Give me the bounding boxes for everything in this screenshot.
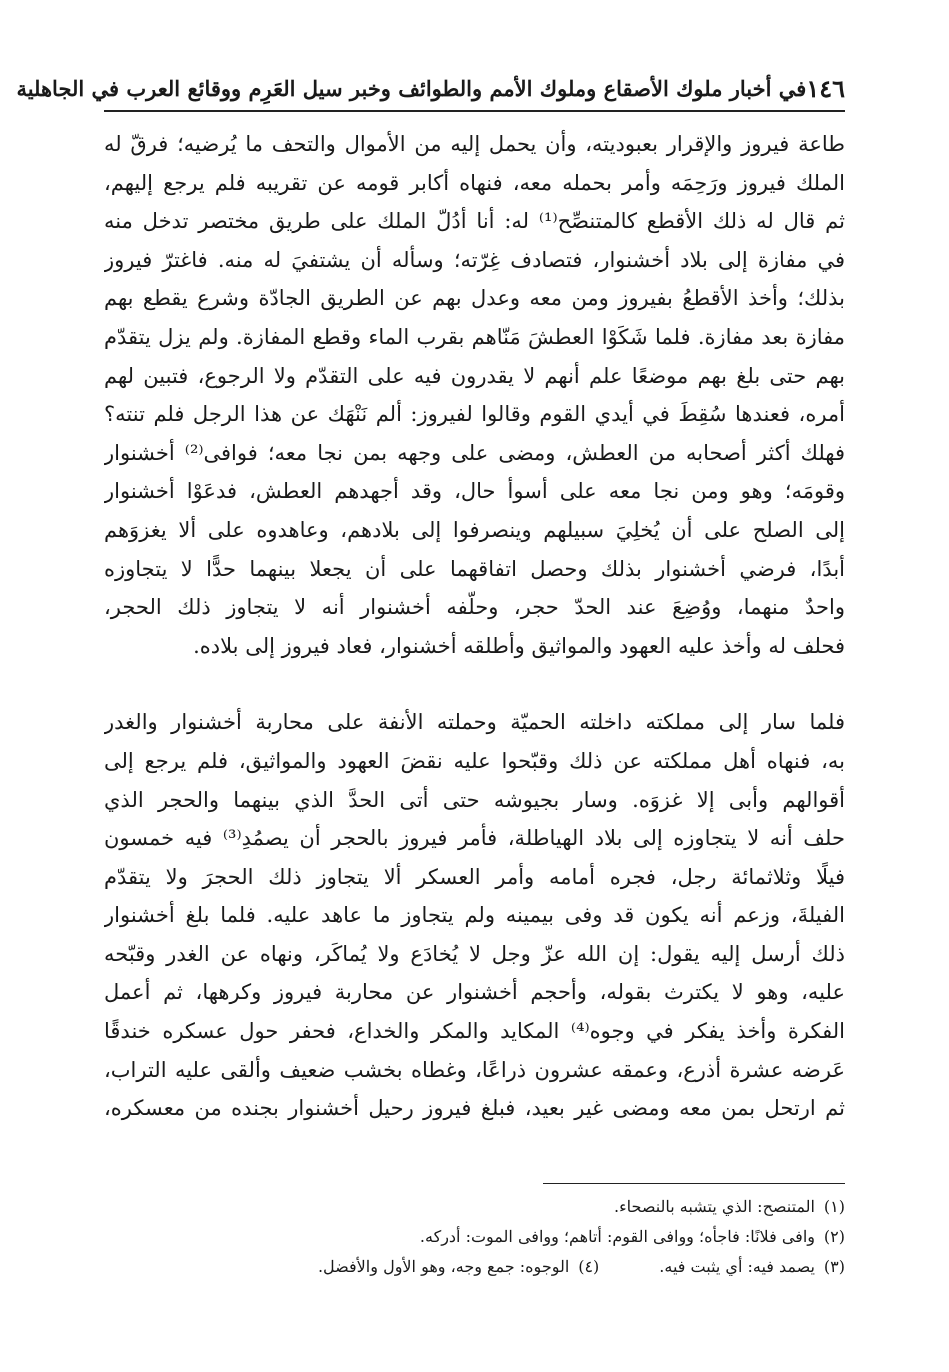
text-line: ذلك أرسل إليه يقول: إن الله عزّ وجل لا يُخادَع ولا يُماكَر، ونهاه عن الغدر وقبّحه [104, 941, 845, 966]
footnote-marker: (٢) [823, 1227, 845, 1246]
footnote-marker: (٤) [578, 1257, 600, 1276]
footnotes [104, 1192, 845, 1282]
footnote-marker: (١) [823, 1197, 845, 1216]
paragraph-2 [104, 703, 845, 1128]
text-line: أبدًا، فرضي أخشنوار بذلك وحصل اتفاقهما على أن يجعلا بينهما حدًّا لا يتجاوزه [104, 556, 845, 581]
text-line: وقومَه؛ وهو ومن نجا معه على أسوأ حال، وقد أجهدهم العطش، فدعَوْا أخشنوار [104, 479, 845, 504]
text-line: الفكرة وأخذ يفكر في وجوه⁽⁴⁾ المكايد والمكر والخداع، فحفر حول عسكره خندقًا [104, 1019, 845, 1044]
text-line: فهلك أكثر أصحابه من العطش، ومضى على وجهه بمن نجا معه؛ فوافى⁽²⁾ أخشنوار [104, 440, 845, 465]
text-line: به، فنهاه أهل مملكته عن ذلك وقبّحوا عليه نقضَ العهود والمواثيق، فلم يرجع إلى [104, 748, 845, 773]
text-line: عليه، وهو لا يكترث بقوله، وأحجم أخشنوار عن محاربة فيروز وكرهها، ثم أعمل [104, 980, 845, 1005]
footnote-divider [543, 1183, 845, 1184]
text-line: فحلف له وأخذ عليه العهود والمواثيق وأطلقه أخشنوار، فعاد فيروز إلى بلاده. [193, 633, 845, 658]
text-line: فلما سار إلى مملكته داخلته الحميّة وحملته الأنفة على محاربة أخشنوار والغدر [104, 710, 845, 735]
text-line: بهم حتى بلغ بهم موضعًا علم أنهم لا يقدرون فيه على التقدّم ولا الرجوع، فتبين لهم [104, 363, 845, 388]
text-line: أمره، فعندها سُقِطَ في أيدي القوم وقالوا لفيروز: ألم نَنْهَك عن هذا الرجل فلم تنته؟ [104, 402, 845, 427]
text-line: ثم قال له ذلك الأقطع كالمتنصِّح⁽¹⁾ له: أنا أدُلّ الملك على طريق مختصر تدخل منه [104, 209, 845, 234]
text-line: الفيلةَ، وزعم أنه يكون قد وفى بيمينه ولم يتجاوز ما عاهد عليه. فلما بلغ أخشنوار [104, 903, 845, 928]
paragraph-1 [104, 125, 845, 665]
footnote-text: المتنصح: الذي يتشبه بالنصحاء. [614, 1197, 815, 1216]
footnote-1 [104, 1192, 845, 1222]
footnote-3-4 [104, 1252, 845, 1282]
text-line: أقوالهم وأبى إلا غزوَه. وسار بجيوشه حتى أتى الحدَّ الذي بينهما والحجر الذي [104, 787, 845, 812]
text-line: ثم ارتحل بمن معه ومضى غير بعيد، فبلغ فيروز رحيل أخشنوار بجنده من معسكره، [104, 1096, 845, 1121]
text-line: حلف أنه لا يتجاوزه إلى بلاد الهياطلة، فأمر فيروز بالحجر أن يصمُدِ⁽³⁾ فيه خمسون [104, 826, 845, 851]
text-line: إلى الصلح على أن يُخلِيَ سبيلهم وينصرفوا إلى بلادهم، وعاهدوه على ألا يغزوَهم [104, 517, 845, 542]
text-line: عَرضه عشرة أذرع، وعمقه عشرون ذراعًا، وغطاه بخشب ضعيف وألقى عليه التراب، [104, 1057, 845, 1082]
footnote-marker: (٣) [823, 1257, 845, 1276]
footnote-2 [104, 1222, 845, 1252]
text-line: بذلك؛ وأخذ الأقطعُ بفيروز ومن معه وعدل بهم عن الطريق الجادّة وشرع يقطع بهم [104, 286, 845, 311]
text-line: واحدٌ منهما، ووُضِعَ عند الحدّ حجر، وحلّفه أخشنوار أنه لا يتجاوز ذلك الحجر، [104, 595, 845, 620]
main-text [104, 125, 845, 1128]
paragraph-gap [104, 665, 845, 703]
text-line: طاعة فيروز والإقرار بعبوديته، وأن يحمل إليه من الأموال والتحف ما يُرضيه؛ فرقّ له [104, 132, 845, 156]
text-line: مفازة بعد مفازة. فلما شَكَوْا العطشَ مَنّاهم بقرب الماء وقطع المفازة. ولم يزل يتقدّم [104, 324, 845, 349]
text-line: فيلًا وثلاثمائة رجل، فجره أمامه وأمر العسكر ألا يتجاوز ذلك الحجرَ ولا يتقدّم [104, 864, 845, 889]
footnote-text: الوجوه: جمع وجه، وهو الأول والأفضل. [317, 1257, 570, 1276]
footnote-text: يصمد فيه: أي يثبت فيه. [659, 1257, 815, 1276]
page-number: ١٤٦ [806, 73, 845, 103]
text-line: في مفازة إلى بلاد أخشنوار، فتصادف غِرّته؛ وسأله أن يشتفيَ له منه. فاغترّ فيروز [104, 247, 845, 272]
running-title: في أخبار ملوك الأصقاع وملوك الأمم والطوائف وخبر سيل العَرِم ووقائع العرب في الجاهلية [16, 75, 807, 101]
footnote-text: وافى فلانًا: فاجأه؛ ووافى القوم: أتاهم؛ ووافى الموت: أدركه. [419, 1227, 815, 1246]
running-header [16, 66, 845, 112]
text-line: الملك فيروز ورَحِمَه وأمر بحمله معه، فنهاه أكابر قومه عن تقريبه فلم يرجع إليهم، [104, 170, 845, 195]
